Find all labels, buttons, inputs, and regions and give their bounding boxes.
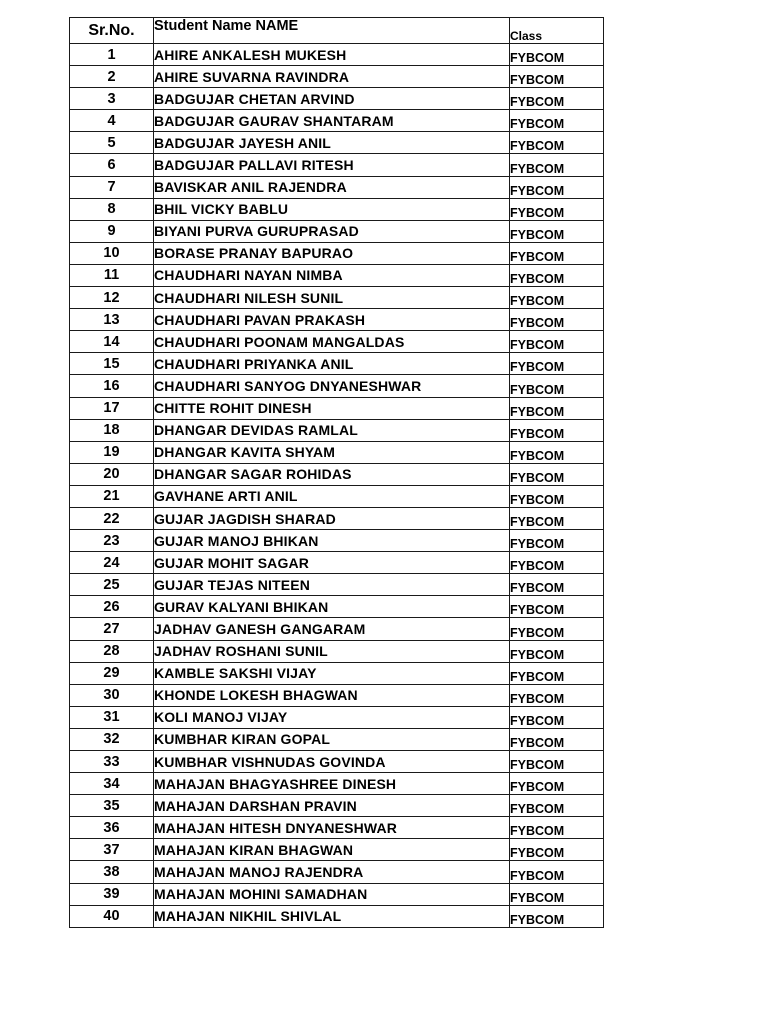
class-cell: FYBCOM bbox=[510, 640, 604, 662]
student-name-cell: AHIRE ANKALESH MUKESH bbox=[154, 44, 510, 66]
class-cell: FYBCOM bbox=[510, 795, 604, 817]
sr-no-cell: 31 bbox=[70, 706, 154, 728]
sr-no-cell: 19 bbox=[70, 441, 154, 463]
table-row bbox=[70, 552, 604, 574]
sr-no-cell: 27 bbox=[70, 618, 154, 640]
table-row bbox=[70, 861, 604, 883]
student-name-cell: BHIL VICKY BABLU bbox=[154, 198, 510, 220]
table-row bbox=[70, 441, 604, 463]
sr-no-cell: 4 bbox=[70, 110, 154, 132]
table-row bbox=[70, 66, 604, 88]
class-cell: FYBCOM bbox=[510, 110, 604, 132]
class-cell: FYBCOM bbox=[510, 264, 604, 286]
header-student-name: Student Name NAME bbox=[154, 18, 510, 44]
sr-no-cell: 6 bbox=[70, 154, 154, 176]
class-cell: FYBCOM bbox=[510, 574, 604, 596]
student-name-cell: BADGUJAR GAURAV SHANTARAM bbox=[154, 110, 510, 132]
table-row bbox=[70, 331, 604, 353]
table-row bbox=[70, 485, 604, 507]
header-class: Class bbox=[510, 18, 604, 44]
sr-no-cell: 8 bbox=[70, 198, 154, 220]
table-row bbox=[70, 176, 604, 198]
table-row bbox=[70, 88, 604, 110]
sr-no-cell: 22 bbox=[70, 507, 154, 529]
table-row bbox=[70, 684, 604, 706]
sr-no-cell: 1 bbox=[70, 44, 154, 66]
student-name-cell: GURAV KALYANI BHIKAN bbox=[154, 596, 510, 618]
class-cell: FYBCOM bbox=[510, 198, 604, 220]
table-row bbox=[70, 309, 604, 331]
table-row bbox=[70, 839, 604, 861]
table-row bbox=[70, 728, 604, 750]
student-name-cell: MAHAJAN NIKHIL SHIVLAL bbox=[154, 905, 510, 927]
class-cell: FYBCOM bbox=[510, 596, 604, 618]
student-name-cell: CHAUDHARI PAVAN PRAKASH bbox=[154, 309, 510, 331]
student-name-cell: JADHAV ROSHANI SUNIL bbox=[154, 640, 510, 662]
sr-no-cell: 40 bbox=[70, 905, 154, 927]
student-name-cell: KOLI MANOJ VIJAY bbox=[154, 706, 510, 728]
student-name-cell: MAHAJAN KIRAN BHAGWAN bbox=[154, 839, 510, 861]
sr-no-cell: 13 bbox=[70, 309, 154, 331]
table-row bbox=[70, 264, 604, 286]
table-row bbox=[70, 287, 604, 309]
student-name-cell: BADGUJAR JAYESH ANIL bbox=[154, 132, 510, 154]
student-name-cell: GUJAR JAGDISH SHARAD bbox=[154, 507, 510, 529]
sr-no-cell: 29 bbox=[70, 662, 154, 684]
table-row bbox=[70, 618, 604, 640]
table-row bbox=[70, 397, 604, 419]
header-row bbox=[70, 18, 604, 44]
sr-no-cell: 15 bbox=[70, 353, 154, 375]
class-cell: FYBCOM bbox=[510, 751, 604, 773]
table-row bbox=[70, 419, 604, 441]
table-row bbox=[70, 353, 604, 375]
student-name-cell: GUJAR MOHIT SAGAR bbox=[154, 552, 510, 574]
sr-no-cell: 9 bbox=[70, 220, 154, 242]
table-row bbox=[70, 596, 604, 618]
sr-no-cell: 36 bbox=[70, 817, 154, 839]
table-row bbox=[70, 662, 604, 684]
table-row bbox=[70, 242, 604, 264]
table-row bbox=[70, 817, 604, 839]
sr-no-cell: 7 bbox=[70, 176, 154, 198]
table-row bbox=[70, 375, 604, 397]
table-row bbox=[70, 44, 604, 66]
table-row bbox=[70, 574, 604, 596]
sr-no-cell: 23 bbox=[70, 530, 154, 552]
student-name-cell: CHAUDHARI NAYAN NIMBA bbox=[154, 264, 510, 286]
student-name-cell: MAHAJAN MOHINI SAMADHAN bbox=[154, 883, 510, 905]
class-cell: FYBCOM bbox=[510, 463, 604, 485]
sr-no-cell: 16 bbox=[70, 375, 154, 397]
table-row bbox=[70, 507, 604, 529]
student-name-cell: GUJAR MANOJ BHIKAN bbox=[154, 530, 510, 552]
class-cell: FYBCOM bbox=[510, 861, 604, 883]
student-name-cell: MAHAJAN DARSHAN PRAVIN bbox=[154, 795, 510, 817]
student-name-cell: CHAUDHARI SANYOG DNYANESHWAR bbox=[154, 375, 510, 397]
class-cell: FYBCOM bbox=[510, 552, 604, 574]
class-cell: FYBCOM bbox=[510, 309, 604, 331]
table-row bbox=[70, 795, 604, 817]
sr-no-cell: 12 bbox=[70, 287, 154, 309]
class-cell: FYBCOM bbox=[510, 287, 604, 309]
class-cell: FYBCOM bbox=[510, 839, 604, 861]
sr-no-cell: 18 bbox=[70, 419, 154, 441]
sr-no-cell: 34 bbox=[70, 773, 154, 795]
table-row bbox=[70, 773, 604, 795]
table-row bbox=[70, 640, 604, 662]
class-cell: FYBCOM bbox=[510, 44, 604, 66]
sr-no-cell: 37 bbox=[70, 839, 154, 861]
sr-no-cell: 3 bbox=[70, 88, 154, 110]
student-name-cell: JADHAV GANESH GANGARAM bbox=[154, 618, 510, 640]
student-name-cell: BAVISKAR ANIL RAJENDRA bbox=[154, 176, 510, 198]
class-cell: FYBCOM bbox=[510, 684, 604, 706]
sr-no-cell: 10 bbox=[70, 242, 154, 264]
class-cell: FYBCOM bbox=[510, 883, 604, 905]
sr-no-cell: 39 bbox=[70, 883, 154, 905]
table-header bbox=[70, 18, 604, 44]
sr-no-cell: 14 bbox=[70, 331, 154, 353]
sr-no-cell: 32 bbox=[70, 728, 154, 750]
sr-no-cell: 25 bbox=[70, 574, 154, 596]
student-name-cell: MAHAJAN BHAGYASHREE DINESH bbox=[154, 773, 510, 795]
student-name-cell: KUMBHAR VISHNUDAS GOVINDA bbox=[154, 751, 510, 773]
class-cell: FYBCOM bbox=[510, 662, 604, 684]
class-cell: FYBCOM bbox=[510, 773, 604, 795]
student-name-cell: BORASE PRANAY BAPURAO bbox=[154, 242, 510, 264]
class-cell: FYBCOM bbox=[510, 507, 604, 529]
student-name-cell: BIYANI PURVA GURUPRASAD bbox=[154, 220, 510, 242]
student-name-cell: KUMBHAR KIRAN GOPAL bbox=[154, 728, 510, 750]
student-name-cell: MAHAJAN HITESH DNYANESHWAR bbox=[154, 817, 510, 839]
student-name-cell: CHAUDHARI POONAM MANGALDAS bbox=[154, 331, 510, 353]
table-body bbox=[70, 44, 604, 928]
table-row bbox=[70, 154, 604, 176]
student-list-table bbox=[69, 17, 604, 928]
class-cell: FYBCOM bbox=[510, 220, 604, 242]
sr-no-cell: 21 bbox=[70, 485, 154, 507]
sr-no-cell: 33 bbox=[70, 751, 154, 773]
table-row bbox=[70, 198, 604, 220]
student-name-cell: BADGUJAR PALLAVI RITESH bbox=[154, 154, 510, 176]
class-cell: FYBCOM bbox=[510, 154, 604, 176]
student-name-cell: BADGUJAR CHETAN ARVIND bbox=[154, 88, 510, 110]
table-row bbox=[70, 883, 604, 905]
table-row bbox=[70, 463, 604, 485]
sr-no-cell: 38 bbox=[70, 861, 154, 883]
class-cell: FYBCOM bbox=[510, 618, 604, 640]
class-cell: FYBCOM bbox=[510, 242, 604, 264]
student-name-cell: MAHAJAN MANOJ RAJENDRA bbox=[154, 861, 510, 883]
class-cell: FYBCOM bbox=[510, 353, 604, 375]
class-cell: FYBCOM bbox=[510, 375, 604, 397]
sr-no-cell: 30 bbox=[70, 684, 154, 706]
class-cell: FYBCOM bbox=[510, 176, 604, 198]
sr-no-cell: 5 bbox=[70, 132, 154, 154]
student-name-cell: DHANGAR SAGAR ROHIDAS bbox=[154, 463, 510, 485]
header-sr-no: Sr.No. bbox=[70, 18, 154, 44]
table-row bbox=[70, 706, 604, 728]
class-cell: FYBCOM bbox=[510, 88, 604, 110]
table-row bbox=[70, 132, 604, 154]
class-cell: FYBCOM bbox=[510, 419, 604, 441]
student-name-cell: GAVHANE ARTI ANIL bbox=[154, 485, 510, 507]
sr-no-cell: 20 bbox=[70, 463, 154, 485]
table-row bbox=[70, 110, 604, 132]
student-name-cell: CHAUDHARI PRIYANKA ANIL bbox=[154, 353, 510, 375]
class-cell: FYBCOM bbox=[510, 485, 604, 507]
sr-no-cell: 35 bbox=[70, 795, 154, 817]
class-cell: FYBCOM bbox=[510, 397, 604, 419]
sr-no-cell: 2 bbox=[70, 66, 154, 88]
sr-no-cell: 17 bbox=[70, 397, 154, 419]
sr-no-cell: 26 bbox=[70, 596, 154, 618]
student-name-cell: DHANGAR KAVITA SHYAM bbox=[154, 441, 510, 463]
table-row bbox=[70, 905, 604, 927]
sr-no-cell: 11 bbox=[70, 264, 154, 286]
class-cell: FYBCOM bbox=[510, 66, 604, 88]
student-name-cell: GUJAR TEJAS NITEEN bbox=[154, 574, 510, 596]
student-name-cell: AHIRE SUVARNA RAVINDRA bbox=[154, 66, 510, 88]
class-cell: FYBCOM bbox=[510, 706, 604, 728]
class-cell: FYBCOM bbox=[510, 817, 604, 839]
student-name-cell: CHITTE ROHIT DINESH bbox=[154, 397, 510, 419]
class-cell: FYBCOM bbox=[510, 331, 604, 353]
class-cell: FYBCOM bbox=[510, 530, 604, 552]
student-name-cell: CHAUDHARI NILESH SUNIL bbox=[154, 287, 510, 309]
sr-no-cell: 28 bbox=[70, 640, 154, 662]
student-name-cell: KAMBLE SAKSHI VIJAY bbox=[154, 662, 510, 684]
student-name-cell: DHANGAR DEVIDAS RAMLAL bbox=[154, 419, 510, 441]
class-cell: FYBCOM bbox=[510, 728, 604, 750]
class-cell: FYBCOM bbox=[510, 132, 604, 154]
class-cell: FYBCOM bbox=[510, 441, 604, 463]
class-cell: FYBCOM bbox=[510, 905, 604, 927]
sr-no-cell: 24 bbox=[70, 552, 154, 574]
table-row bbox=[70, 220, 604, 242]
student-name-cell: KHONDE LOKESH BHAGWAN bbox=[154, 684, 510, 706]
table-row bbox=[70, 751, 604, 773]
table-row bbox=[70, 530, 604, 552]
